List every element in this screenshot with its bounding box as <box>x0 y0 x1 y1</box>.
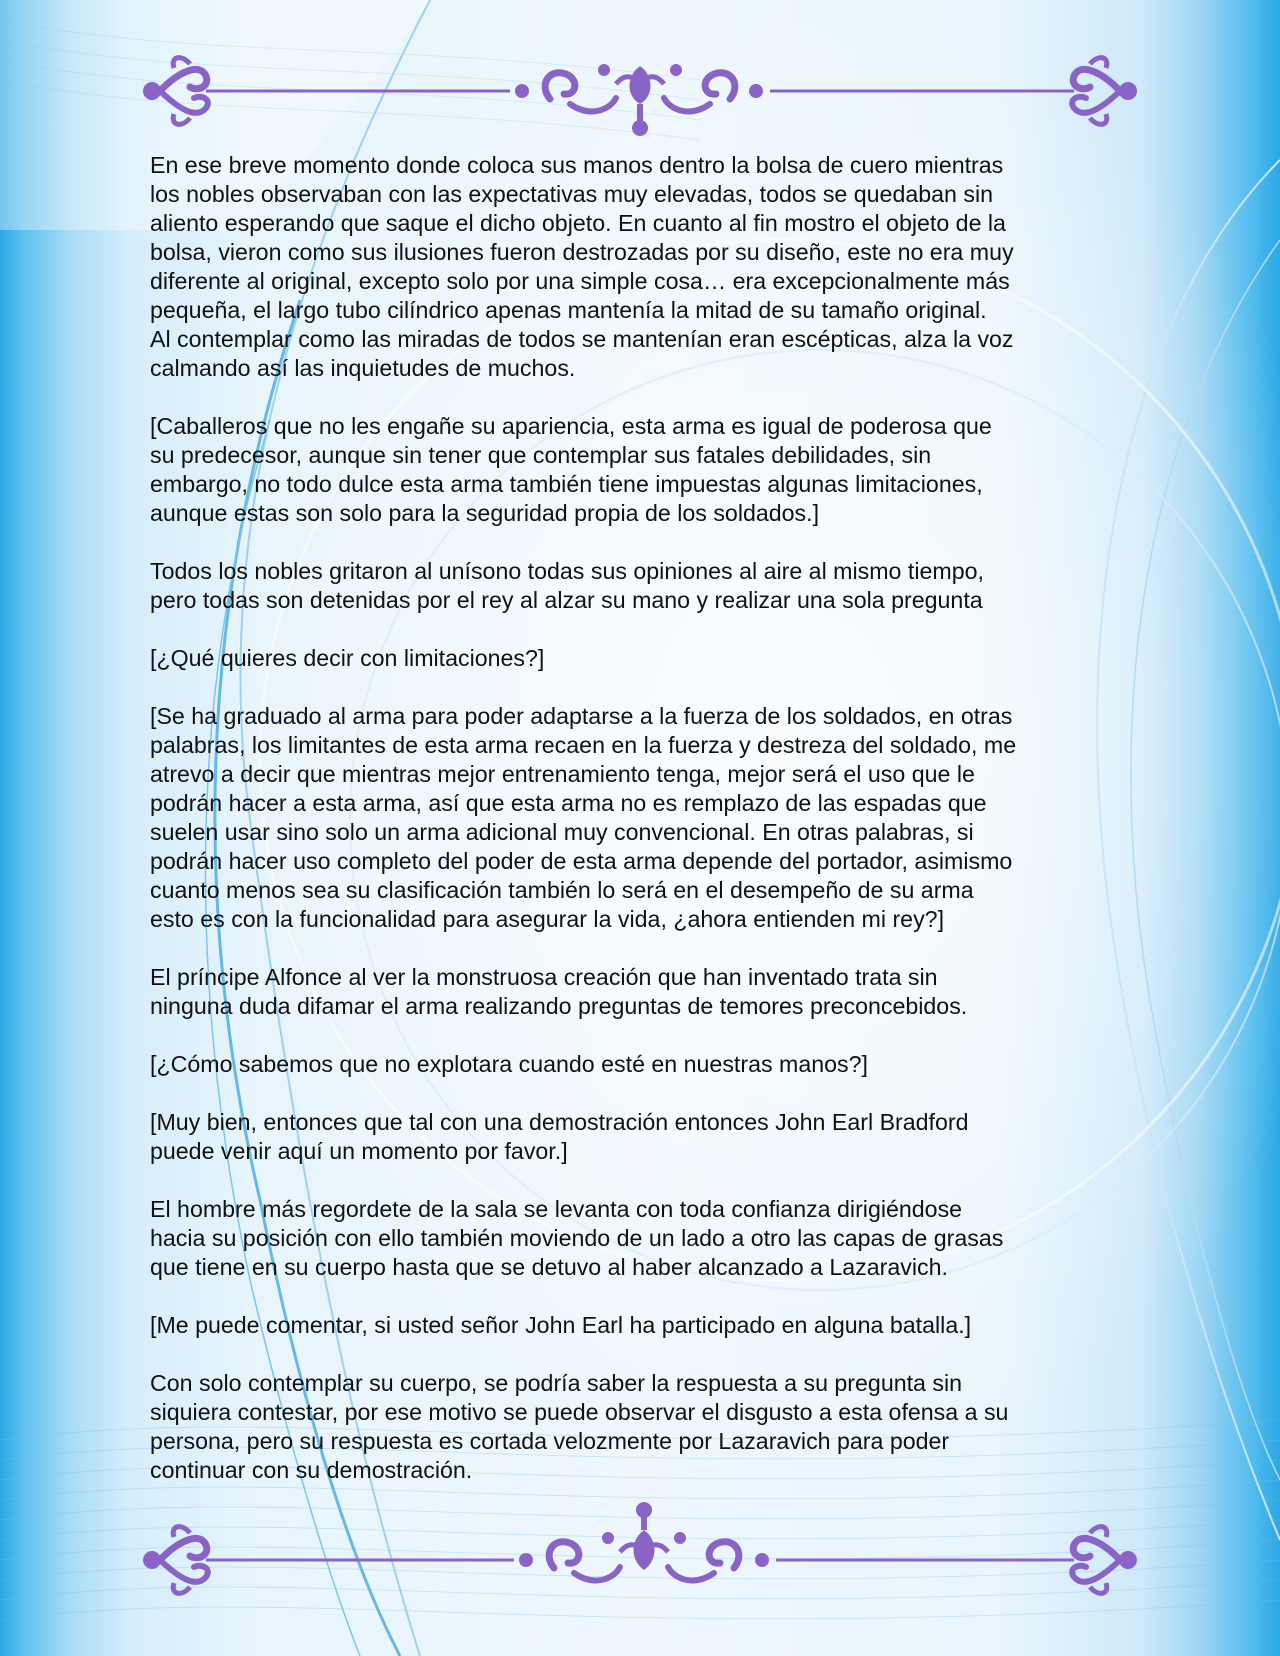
paragraph: [¿Cómo sabemos que no explotara cuando esté en nuestras manos?] <box>150 1051 868 1077</box>
paragraph: Todos los nobles gritaron al unísono todas sus opiniones al aire al mismo tiempo, pero todas son detenidas por el rey al alzar su mano y realizar una sola pregunta <box>150 558 984 613</box>
paragraph: El príncipe Alfonce al ver la monstruosa creación que han inventado trata sin ninguna duda difamar el arma realizando preguntas de temores preconcebidos. <box>150 964 968 1019</box>
paragraph: Con solo contemplar su cuerpo, se podría saber la respuesta a su pregunta sin siquiera contestar, por ese motivo se puede observar el disgusto a esta ofensa a su persona, pero su respuesta es cortada velozmente por Lazaravich para poder continuar con su demostración. <box>150 1370 1009 1483</box>
flourish-divider-icon <box>130 1500 1150 1600</box>
paragraph: [Muy bien, entonces que tal con una demostración entonces John Earl Bradford puede venir aquí un momento por favor.] <box>150 1109 969 1164</box>
paragraph: [Se ha graduado al arma para poder adaptarse a la fuerza de los soldados, en otras palabras, los limitantes de esta arma recaen en la fuerza y destreza del soldado, me atrevo a decir que mientras mejor entrenamiento tenga, mejor será el uso que le podrán hacer a esta arma, así que esta arma no es remplazo de las espadas que suelen usar sino solo un arma adicional muy convencional. En otras palabras, si podrán hacer uso completo del poder de esta arma depende del portador, asimismo cuanto menos sea su clasificación también lo será en el desempeño de su arma esto es con la funcionalidad para asegurar la vida, ¿ahora entienden mi rey?] <box>150 703 1017 932</box>
paragraph: En ese breve momento donde coloca sus manos dentro la bolsa de cuero mientras los nobles observaban con las expectativas muy elevadas, todos se quedaban sin aliento esperando que saque el dicho objeto. En cuanto al fin mostro el objeto de la bolsa, vieron como sus ilusiones fueron destrozadas por su diseño, este no era muy diferente al original, excepto solo por una simple cosa… era excepcionalmente más pequeña, el largo tubo cilíndrico apenas mantenía la mitad de su tamaño original. Al contemplar como las miradas de todos se mantenían eran escépticas, alza la voz calmando así las inquietudes de muchos. <box>150 152 1014 381</box>
paragraph: [Caballeros que no les engañe su apariencia, esta arma es igual de poderosa que su predecesor, aunque sin tener que contemplar sus fatales debilidades, sin embargo, no todo dulce esta arma también tiene impuestas algunas limitaciones, aunque estas son solo para la seguridad propia de los soldados.] <box>150 413 992 526</box>
flourish-divider-icon <box>130 44 1150 144</box>
paragraph: [¿Qué quieres decir con limitaciones?] <box>150 645 545 671</box>
story-text <box>150 151 1110 1514</box>
paragraph: El hombre más regordete de la sala se levanta con toda confianza dirigiéndose hacia su posición con ello también moviendo de un lado a otro las capas de grasas que tiene en su cuerpo hasta que se detuvo al haber alcanzado a Lazaravich. <box>150 1196 1004 1280</box>
paragraph: [Me puede comentar, si usted señor John Earl ha participado en alguna batalla.] <box>150 1312 972 1338</box>
